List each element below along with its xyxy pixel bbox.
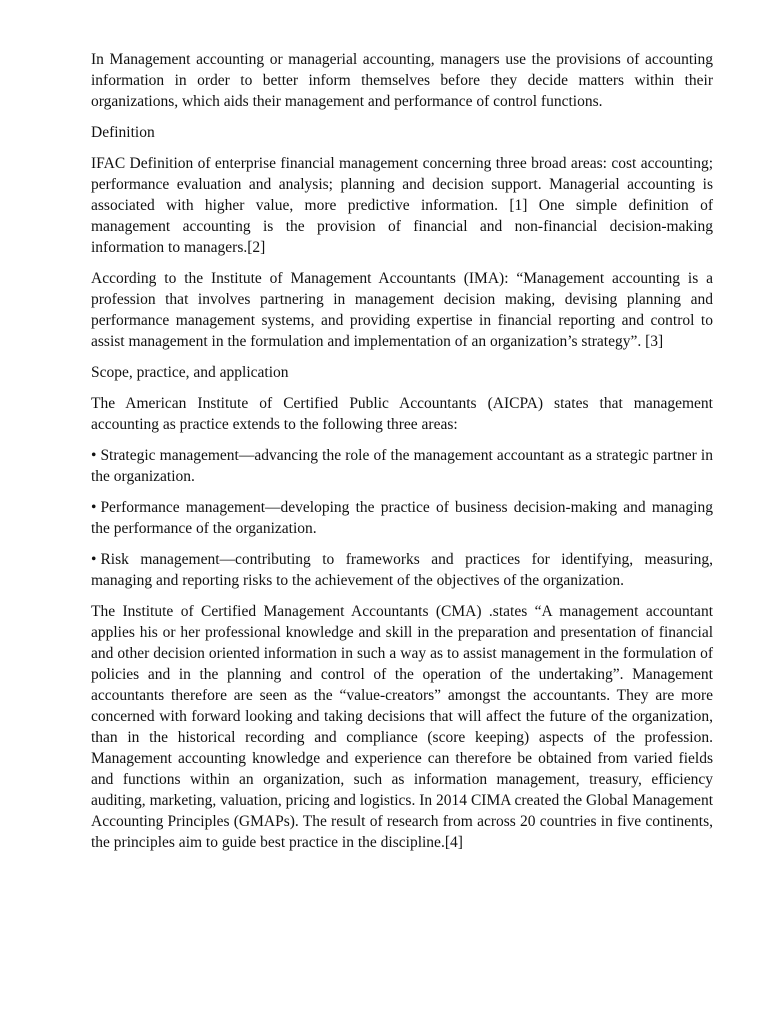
document-page <box>91 49 713 863</box>
scope-heading: Scope, practice, and application <box>91 364 289 381</box>
ifac-definition-paragraph: IFAC Definition of enterprise financial management concerning three broad areas: cost accounting; performance evaluation and analysis; planning and decision support. Managerial accounting is associated with higher value, more predictive information. [1] One simple definition of management accounting is the provision of financial and non-financial decision-making information to managers.[2] <box>91 155 713 256</box>
bullet-mark: • <box>91 447 97 464</box>
bullet-strategic-management <box>91 445 713 487</box>
bullet-performance-management <box>91 497 713 539</box>
aicpa-paragraph: The American Institute of Certified Public Accountants (AICPA) states that management accounting as practice extends to the following three areas: <box>91 395 713 433</box>
bullet-risk-management <box>91 549 713 591</box>
bullet-text: Risk management—contributing to frameworks and practices for identifying, measuring, managing and reporting risks to the achievement of the objectives of the organization. <box>91 551 713 589</box>
bullet-text: Performance management—developing the practice of business decision-making and managing the performance of the organization. <box>91 499 713 537</box>
cma-paragraph: The Institute of Certified Management Accountants (CMA) .states “A management accountant applies his or her professional knowledge and skill in the preparation and presentation of financial and other decision oriented information in such a way as to assist management in the formulation of policies and in the planning and control of the operation of the undertaking”. Management accountants therefore are seen as the “value-creators” amongst the accountants. They are more concerned with forward looking and taking decisions that will affect the future of the organization, than in the historical recording and compliance (score keeping) aspects of the profession. Management accounting knowledge and experience can therefore be obtained from varied fields and functions within an organization, such as information management, treasury, efficiency auditing, marketing, valuation, pricing and logistics. In 2014 CIMA created the Global Management Accounting Principles (GMAPs). The result of research from across 20 countries in five continents, the principles aim to guide best practice in the discipline.[4] <box>91 603 713 851</box>
bullet-mark: • <box>91 551 97 568</box>
intro-paragraph: In Management accounting or managerial accounting, managers use the provisions of accounting information in order to better inform themselves before they decide matters within their organizations, which aids their management and performance of control functions. <box>91 51 713 110</box>
bullet-mark: • <box>91 499 97 516</box>
ima-definition-paragraph: According to the Institute of Management Accountants (IMA): “Management accounting is a profession that involves partnering in management decision making, devising planning and performance management systems, and providing expertise in financial reporting and control to assist management in the formulation and implementation of an organization’s strategy”. [3] <box>91 270 713 350</box>
bullet-text: Strategic management—advancing the role of the management accountant as a strategic partner in the organization. <box>91 447 713 485</box>
definition-heading: Definition <box>91 124 155 141</box>
